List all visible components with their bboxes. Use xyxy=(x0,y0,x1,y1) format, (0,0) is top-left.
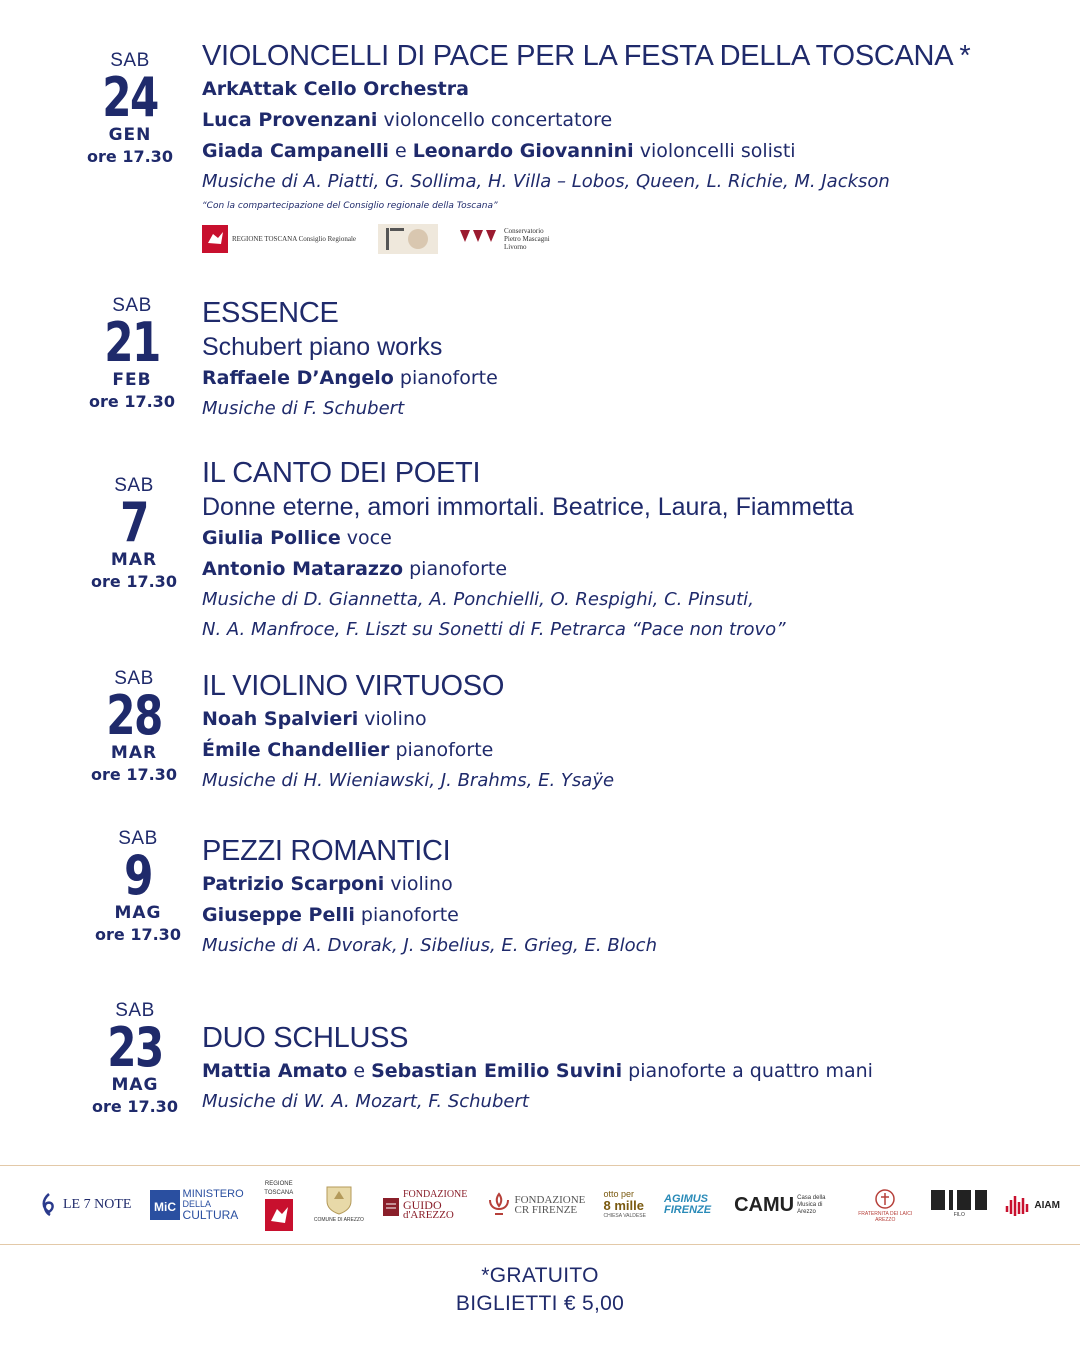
program-line: N. A. Manfroce, F. Liszt su Sonetti di F. Petrarca “Pace non trovo” xyxy=(202,619,786,640)
event-day: 24 xyxy=(102,66,158,129)
performer-role: pianoforte xyxy=(389,739,494,761)
performer-name: Mattia Amato xyxy=(202,1060,348,1082)
event-logos xyxy=(202,223,1062,255)
event-time: ore 17.30 xyxy=(89,392,175,411)
treble-clef-icon xyxy=(38,1192,60,1218)
program-line: Musiche di W. A. Mozart, F. Schubert xyxy=(202,1091,529,1112)
fondazione-mark-icon xyxy=(378,224,438,254)
program-line: Musiche di A. Piatti, G. Sollima, H. Villa – Lobos, Queen, L. Richie, M. Jackson xyxy=(202,171,890,192)
comune-arezzo-logo: COMUNE DI AREZZO xyxy=(314,1185,364,1225)
fraternita-seal-icon xyxy=(875,1188,895,1210)
event-subtitle: Schubert piano works xyxy=(202,333,443,361)
ministero-cultura-logo: MiC MINISTERO DELLA CULTURA xyxy=(150,1189,244,1221)
performer-role: voce xyxy=(340,527,392,549)
program-line: Musiche di F. Schubert xyxy=(202,398,405,419)
mic-icon xyxy=(150,1190,180,1220)
sound-bars-icon xyxy=(1005,1192,1031,1218)
performer-name: Raffaele D’Angelo xyxy=(202,367,394,389)
performer-name: Giulia Pollice xyxy=(202,527,341,549)
event-month: MAR xyxy=(110,550,158,570)
ensemble-name: ArkAttak Cello Orchestra xyxy=(202,78,469,100)
performer-name: Giuseppe Pelli xyxy=(202,904,355,926)
program-line: Musiche di D. Giannetta, A. Ponchielli, O. Respighi, C. Pinsuti, xyxy=(202,589,754,610)
performer-name: Patrizio Scarponi xyxy=(202,873,385,895)
performer-line xyxy=(202,136,1062,167)
otto-per-mille-logo: otto per 8 mille CHIESA VALDESE xyxy=(603,1188,646,1219)
event-weekday: SAB xyxy=(110,50,150,71)
event-date xyxy=(88,828,188,946)
event-date xyxy=(84,668,184,786)
event-title: IL VIOLINO VIRTUOSO xyxy=(202,670,505,702)
camu-logo: CAMU Casa della Musica di Arezzo xyxy=(734,1194,826,1216)
event-date xyxy=(85,1000,185,1118)
event-body xyxy=(202,1020,1062,1117)
performer-name: Émile Chandellier xyxy=(202,739,390,761)
event-date xyxy=(80,50,180,168)
program-line: Musiche di H. Wieniawski, J. Brahms, E. Ysaÿe xyxy=(202,770,615,791)
event-day: 23 xyxy=(107,1016,163,1079)
fondazione-cr-firenze-logo: FONDAZIONE CR FIRENZE xyxy=(486,1192,586,1218)
conservatorio-mark-icon xyxy=(460,230,500,248)
performer-name: Leonardo Giovannini xyxy=(412,140,634,162)
fleur-de-lis-icon xyxy=(486,1192,512,1218)
event-day: 28 xyxy=(106,684,162,747)
event-subtitle: Donne eterne, amori immortali. Beatrice, Laura, Fiammetta xyxy=(202,493,854,521)
event-month: FEB xyxy=(112,370,152,390)
performer-line xyxy=(202,735,1062,766)
filo-logo: FILO xyxy=(931,1190,987,1220)
aiam-logo: AIAM xyxy=(1005,1192,1060,1218)
performer-role: pianoforte xyxy=(354,904,459,926)
event-time: ore 17.30 xyxy=(92,1097,178,1116)
ensemble-line xyxy=(202,74,1062,105)
ticket-info xyxy=(0,1262,1080,1318)
sponsor-note: “Con la compartecipazione del Consiglio regionale della Toscana” xyxy=(202,201,498,211)
event-day: 7 xyxy=(120,491,148,554)
performer-role: pianoforte xyxy=(403,558,508,580)
ticket-price: BIGLIETTI € 5,00 xyxy=(455,1292,625,1315)
event-body xyxy=(202,455,1062,645)
event-day: 21 xyxy=(104,311,160,374)
performer-line xyxy=(202,704,1062,735)
event-day: 9 xyxy=(124,844,152,907)
fondazione-logo xyxy=(378,223,438,255)
arezzo-crest-icon xyxy=(319,1185,359,1215)
event-date xyxy=(82,295,182,413)
performer-line xyxy=(202,1056,1062,1087)
regione-toscana-logo: REGIONE TOSCANA xyxy=(262,1180,296,1231)
joiner: e xyxy=(347,1060,372,1082)
event-title: DUO SCHLUSS xyxy=(202,1022,409,1054)
event-body xyxy=(202,38,1062,255)
performer-name: Luca Provenzani xyxy=(202,109,378,131)
event-time: ore 17.30 xyxy=(95,925,181,944)
filo-bars-icon xyxy=(931,1190,987,1210)
performer-line xyxy=(202,523,1062,554)
pegasus-icon xyxy=(265,1199,293,1231)
performer-role: violino xyxy=(358,708,427,730)
performer-role: violoncello concertatore xyxy=(377,109,613,131)
performer-name: Sebastian Emilio Suvini xyxy=(371,1060,623,1082)
agimus-firenze-logo: AGIMUS FIRENZE xyxy=(664,1193,712,1216)
performer-role: violino xyxy=(384,873,453,895)
performer-role: violoncelli solisti xyxy=(633,140,796,162)
event-weekday: SAB xyxy=(114,668,154,689)
event-weekday: SAB xyxy=(114,475,154,496)
performer-name: Noah Spalvieri xyxy=(202,708,359,730)
fondazione-guido-arezzo-logo: FONDAZIONE GUIDO d'AREZZO xyxy=(382,1190,467,1220)
event-month: GEN xyxy=(108,125,152,145)
performer-line xyxy=(202,869,1062,900)
event-month: MAG xyxy=(111,1075,159,1095)
event-body xyxy=(202,833,1062,961)
event-month: MAR xyxy=(110,743,158,763)
event-time: ore 17.30 xyxy=(87,147,173,166)
program-line: Musiche di A. Dvorak, J. Sibelius, E. Grieg, E. Bloch xyxy=(202,935,657,956)
fraternita-laici-logo: FRATERNITA DEI LAICI AREZZO xyxy=(857,1188,913,1223)
partner-logos-band xyxy=(0,1165,1080,1245)
free-entry-note: *GRATUITO xyxy=(481,1264,599,1287)
regione-toscana-logo: REGIONE TOSCANA Consiglio Regionale xyxy=(202,223,356,255)
performer-name: Giada Campanelli xyxy=(202,140,389,162)
event-date xyxy=(84,475,184,593)
event-title: IL CANTO DEI POETI xyxy=(202,457,481,489)
event-body xyxy=(202,668,1062,796)
performer-line xyxy=(202,554,1062,585)
event-weekday: SAB xyxy=(112,295,152,316)
performer-role: pianoforte a quattro mani xyxy=(622,1060,873,1082)
performer-line xyxy=(202,363,1062,394)
joiner: e xyxy=(388,140,413,162)
performer-line xyxy=(202,900,1062,931)
svg-text:MiC: MiC xyxy=(153,1200,176,1214)
event-weekday: SAB xyxy=(115,1000,155,1021)
event-body xyxy=(202,295,1062,424)
event-title: ESSENCE xyxy=(202,297,339,329)
performer-line xyxy=(202,105,1062,136)
event-month: MAG xyxy=(114,903,162,923)
le7note-logo: LE 7 NOTE xyxy=(38,1192,131,1218)
event-weekday: SAB xyxy=(118,828,158,849)
pegasus-icon xyxy=(202,225,228,253)
conservatorio-logo: Conservatorio Pietro Mascagni Livorno xyxy=(460,223,560,255)
guido-mark-icon xyxy=(382,1192,400,1218)
performer-role: pianoforte xyxy=(393,367,498,389)
event-time: ore 17.30 xyxy=(91,765,177,784)
event-time: ore 17.30 xyxy=(91,572,177,591)
event-title: PEZZI ROMANTICI xyxy=(202,835,451,867)
event-title: VIOLONCELLI DI PACE PER LA FESTA DELLA TOSCANA * xyxy=(202,40,971,72)
performer-name: Antonio Matarazzo xyxy=(202,558,404,580)
